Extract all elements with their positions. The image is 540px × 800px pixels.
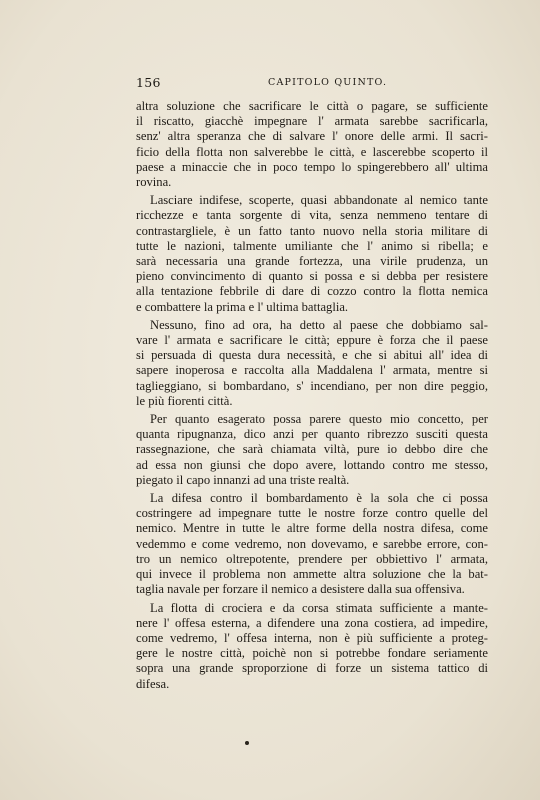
text-line: gere le nostre città, poichè non si potrebbe fondare seriamente bbox=[136, 646, 488, 661]
body-text bbox=[136, 99, 488, 695]
text-line: paese a minaccie che in poco tempo lo spingerebbero all' ultima bbox=[136, 159, 488, 174]
text-line: le più fiorenti città. bbox=[136, 393, 233, 408]
text-line: vare l' armata e sacrificare le città; eppure è forza che il paese bbox=[136, 333, 488, 348]
page-header bbox=[136, 75, 488, 93]
ink-dot bbox=[245, 741, 249, 745]
text-line: nemico. Mentre in tutte le altre forme della nostra difesa, come bbox=[136, 521, 488, 536]
text-line: alla tentazione febbrile di dare di cozzo contro la flotta nemica bbox=[136, 284, 488, 299]
text-line: costringere ad impegnare tutte le nostre forze contro quelle del bbox=[136, 506, 488, 521]
text-line: Nessuno, fino ad ora, ha detto al paese che dobbiamo sal- bbox=[150, 317, 488, 332]
text-line: nere l' offesa esterna, a difendere una zona costiera, ad impedire, bbox=[136, 615, 488, 630]
text-line: pieno convincimento di quanto si possa e si debba per resistere bbox=[136, 269, 488, 284]
text-line: difesa. bbox=[136, 676, 170, 691]
text-line: vedemmo e come vedremo, non dovevamo, e sarebbe errore, con- bbox=[136, 536, 488, 551]
text-line: tro un nemico oltrepotente, prendere per obbiettivo l' armata, bbox=[136, 551, 488, 566]
text-line: piegato il capo innanzi ad una triste realtà. bbox=[136, 472, 350, 487]
text-line: come vedremo, l' offesa interna, non è più sufficiente a proteg- bbox=[136, 630, 488, 645]
text-line: ad essa non giunsi che dopo avere, lottando contro me stesso, bbox=[136, 457, 488, 472]
paragraph bbox=[136, 318, 488, 409]
text-line: senz' altra speranza che di salvare l' onore delle armi. Il sacri- bbox=[136, 129, 488, 144]
text-line: e combattere la prima e l' ultima battaglia. bbox=[136, 299, 349, 314]
paragraph bbox=[136, 601, 488, 692]
text-line: taglieggiano, si bombardano, s' incendiano, per non dire peggio, bbox=[136, 378, 488, 393]
text-line: ricchezze e tanta sorgente di vita, senza nemmeno tentare di bbox=[136, 208, 488, 223]
text-line: sapere inoperosa e raccolta alla Maddalena l' armata, mentre si bbox=[136, 363, 488, 378]
text-line: taglia navale per forzare il nemico a desistere dalla sua offensiva. bbox=[136, 582, 465, 597]
text-line: Per quanto esagerato possa parere questo mio concetto, per bbox=[150, 412, 488, 427]
paragraph bbox=[136, 491, 488, 597]
text-line: contrastargliele, è un fatto tanto nuovo nella storia militare di bbox=[136, 223, 488, 238]
running-title: CAPITOLO QUINTO. bbox=[268, 77, 388, 88]
paragraph bbox=[136, 193, 488, 315]
text-line: qui invece il problema non ammette altra soluzione che la bat- bbox=[136, 567, 488, 582]
text-line: il riscatto, giacchè impegnare l' armata sarebbe sacrificarla, bbox=[136, 114, 488, 129]
text-line: tutte le nazioni, talmente umiliante che l' animo si ribella; e bbox=[136, 238, 488, 253]
text-line: La flotta di crociera e da corsa stimata sufficiente a mante- bbox=[150, 600, 488, 615]
text-line: sopra una grande sproporzione di forze un sistema tattico di bbox=[136, 661, 488, 676]
paragraph bbox=[136, 412, 488, 488]
text-line: altra soluzione che sacrificare le città o pagare, se sufficiente bbox=[136, 99, 488, 113]
text-line: Lasciare indifese, scoperte, quasi abbandonate al nemico tante bbox=[150, 193, 488, 208]
text-line: rovina. bbox=[136, 175, 172, 190]
paragraph bbox=[136, 99, 488, 190]
text-line: quanta ripugnanza, dico anzi per quanto ribrezzo susciti questa bbox=[136, 427, 488, 442]
page-number: 156 bbox=[136, 75, 161, 90]
text-line: ficio della flotta non salverebbe le città, e lascerebbe scoperto il bbox=[136, 144, 488, 159]
text-line: sarà necessaria una grande fortezza, una virile prudenza, un bbox=[136, 254, 488, 269]
text-line: si persuada di questa dura necessità, e che si abitui all' idea di bbox=[136, 348, 488, 363]
text-line: rassegnazione, che sarà chiamata viltà, pure io debbo dire che bbox=[136, 442, 488, 457]
text-line: La difesa contro il bombardamento è la sola che ci possa bbox=[150, 491, 488, 506]
